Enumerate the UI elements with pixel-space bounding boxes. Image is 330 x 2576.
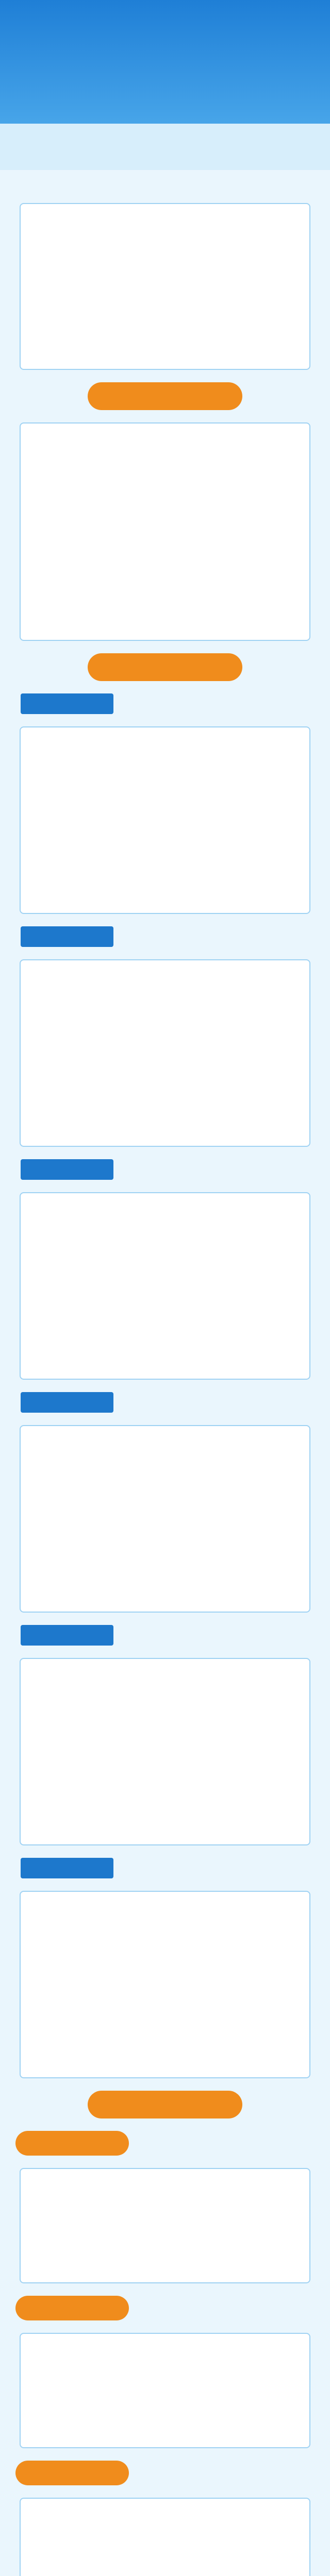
section-heading-2 xyxy=(88,653,242,681)
sub-heading-2 xyxy=(21,926,113,947)
category-card-4 xyxy=(20,1425,310,1613)
goal-card xyxy=(20,422,310,641)
hero-banner xyxy=(0,0,330,170)
sub-heading-3 xyxy=(21,1159,113,1180)
timeline-card-3 xyxy=(20,2498,310,2576)
hero-title xyxy=(21,31,309,93)
section-heading-3 xyxy=(88,2091,242,2119)
section-heading-1 xyxy=(88,382,242,410)
timeline-step-3 xyxy=(15,2461,129,2485)
category-card-2 xyxy=(20,959,310,1147)
sub-heading-6 xyxy=(21,1858,113,1878)
timeline-card-1 xyxy=(20,2168,310,2283)
sub-heading-4 xyxy=(21,1392,113,1413)
timeline-card-2 xyxy=(20,2333,310,2448)
category-card-1 xyxy=(20,726,310,914)
article-body xyxy=(0,170,330,2576)
city-skyline-illustration xyxy=(0,124,330,170)
timeline-step-1 xyxy=(15,2131,129,2156)
sub-heading-1 xyxy=(21,693,113,714)
category-card-3 xyxy=(20,1192,310,1380)
category-card-5 xyxy=(20,1658,310,1845)
sub-heading-5 xyxy=(21,1625,113,1646)
category-card-6 xyxy=(20,1891,310,2078)
intro-card xyxy=(20,203,310,370)
timeline-step-2 xyxy=(15,2296,129,2320)
